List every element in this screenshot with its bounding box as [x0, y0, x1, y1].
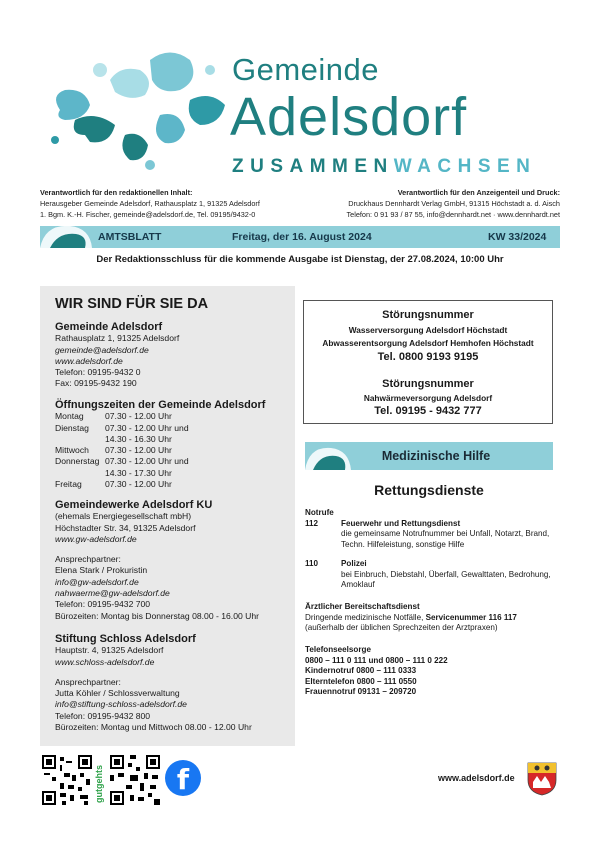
gemeinde-email-link[interactable]: gemeinde@adelsdorf.de	[55, 344, 149, 355]
deadline-notice: Der Redaktionsschluss für die kommende Ausgabe ist Dienstag, der 27.08.2024, 10:00 Uhr	[96, 254, 504, 265]
editorial-line: 1. Bgm. K.-H. Fischer, gemeinde@adelsdorf.de, Tel. 09195/9432-0	[40, 210, 256, 219]
coat-of-arms-icon	[527, 762, 557, 796]
website-link[interactable]: www.adelsdorf.de	[438, 773, 515, 783]
hours-row	[55, 456, 189, 467]
qr-code-icon[interactable]	[42, 755, 92, 805]
gemeinde-heading: Gemeinde Adelsdorf	[55, 321, 163, 333]
stiftung-web-link[interactable]: www.schloss-adelsdorf.de	[55, 656, 155, 667]
hours-time: 07.30 - 12.00 Uhr	[105, 445, 172, 456]
stiftung-contact-name: Jutta Köhler / Schlossverwaltung	[55, 688, 180, 699]
stoerung-phone: Tel. 0800 9193 9195	[377, 351, 479, 363]
telefonseelsorge-heading: Telefonseelsorge	[305, 645, 371, 654]
stiftung-email-link[interactable]: info@stiftung-schloss-adelsdorf.de	[55, 699, 187, 710]
medical-help-title: Medizinische Hilfe	[381, 449, 491, 463]
editorial-heading: Verantwortlich für den redaktionellen Inhalt:	[40, 188, 193, 197]
gemeinde-web-link[interactable]: www.adelsdorf.de	[55, 355, 123, 366]
gemeindewerke-heading: Gemeindewerke Adelsdorf KU	[55, 499, 213, 511]
hours-row	[55, 479, 189, 490]
qr-code-icon[interactable]	[110, 755, 160, 805]
gemeinde-block	[55, 322, 290, 390]
gemeindewerke-sub: (ehemals Energiegesellschaft mbH)	[55, 511, 192, 522]
gemeinde-address: Rathausplatz 1, 91325 Adelsdorf	[55, 333, 180, 344]
elterntelefon-line: Elterntelefon 0800 – 111 0550	[305, 676, 417, 686]
gemeinde-phone: Telefon: 09195-9432 0	[55, 367, 141, 378]
gemeindewerke-web-link[interactable]: www.gw-adelsdorf.de	[55, 533, 137, 544]
stiftung-hours: Bürozeiten: Montag und Mittwoch 08.00 - 12.00 Uhr	[55, 722, 252, 733]
on-call-line	[305, 613, 560, 624]
hours-day: Mittwoch	[55, 445, 89, 456]
on-call-text: Dringende medizinische Notfälle,	[305, 612, 426, 622]
issue-number: KW 33/2024	[488, 231, 547, 243]
stoerung-heading: Störungsnummer	[382, 378, 474, 390]
stiftung-phone: Telefon: 09195-9432 800	[55, 710, 151, 721]
print-heading: Verantwortlich für den Anzeigenteil und Druck:	[397, 188, 560, 197]
editorial-line: Herausgeber Gemeinde Adelsdorf, Rathausplatz 1, 91325 Adelsdorf	[40, 199, 260, 208]
issue-date: Freitag, der 16. August 2024	[232, 231, 372, 243]
nahwaerme-email-link[interactable]: nahwaerme@gw-adelsdorf.de	[55, 588, 170, 599]
on-call-service-number: Servicenummer 116 117	[425, 612, 517, 622]
hours-time: 07.30 - 12.00 Uhr	[105, 479, 172, 490]
hours-time: 14.30 - 17.30 Uhr	[105, 467, 172, 478]
gemeinde-fax: Fax: 09195-9432 190	[55, 378, 137, 389]
tagline-part-2: WACHSEN	[393, 156, 537, 177]
gemeindewerke-phone: Telefon: 09195-9432 700	[55, 599, 151, 610]
hours-day: Montag	[55, 411, 84, 422]
gemeindewerke-email-link[interactable]: info@gw-adelsdorf.de	[55, 576, 139, 587]
notrufe-block	[305, 508, 560, 591]
stiftung-heading: Stiftung Schloss Adelsdorf	[55, 633, 196, 645]
telefonseelsorge-block	[305, 645, 560, 698]
brand-main: Adelsdorf	[230, 87, 468, 147]
stoerung-water: Wasserversorgung Adelsdorf Höchstadt	[348, 325, 508, 335]
on-call-heading: Ärztlicher Bereitschaftsdienst	[305, 602, 420, 611]
stiftung-address: Hauptstr. 4, 91325 Adelsdorf	[55, 645, 164, 656]
hours-row	[55, 468, 189, 479]
hours-row	[55, 434, 189, 445]
hours-row	[55, 411, 189, 422]
stoerung-sewage: Abwasserentsorgung Adelsdorf Hemhofen Höchstadt	[322, 338, 534, 348]
hours-time: 14.30 - 16.30 Uhr	[105, 433, 172, 444]
hours-row	[55, 445, 189, 456]
print-responsibility	[300, 187, 560, 220]
hours-day	[55, 434, 105, 445]
stiftung-block	[55, 634, 290, 733]
hours-day	[55, 468, 105, 479]
emergency-title: Polizei	[341, 559, 367, 568]
hours-time: 07.30 - 12.00 Uhr und	[105, 456, 189, 467]
hours-time: 07.30 - 12.00 Uhr und	[105, 422, 189, 433]
hours-time: 07.30 - 12.00 Uhr	[105, 411, 172, 422]
telefonseelsorge-line: 0800 – 111 0 111 und 0800 – 111 0 222	[305, 655, 448, 665]
gemeindewerke-hours: Bürozeiten: Montag bis Donnerstag 08.00 - 16.00 Uhr	[55, 610, 259, 621]
emergency-number: 112	[305, 518, 319, 528]
gemeindewerke-block	[55, 500, 290, 622]
amtsblatt-label: AMTSBLATT	[98, 231, 162, 243]
emergency-text: bei Einbruch, Diebstahl, Überfall, Gewalttaten, Bedrohung, Amoklauf	[341, 569, 551, 589]
gutgehts-logo: gutgehts	[94, 765, 104, 803]
emergency-text: die gemeinsame Notrufnummer bei Unfall, Notarzt, Brand, Techn. Hilfeleistung, sonstige Hilfe	[341, 529, 550, 549]
tagline-part-1: ZUSAMMEN	[232, 156, 394, 177]
frauennotruf-line: Frauennotruf 09131 – 209720	[305, 687, 417, 696]
brand-top: Gemeinde	[232, 52, 380, 87]
opening-hours-heading: Öffnungszeiten der Gemeinde Adelsdorf	[55, 399, 266, 411]
gemeindewerke-address: Höchstadter Str. 34, 91325 Adelsdorf	[55, 522, 196, 533]
brand-tagline	[232, 156, 536, 178]
editorial-responsibility	[40, 187, 310, 220]
stiftung-contact-label: Ansprechpartner:	[55, 676, 121, 687]
emergency-number: 110	[305, 559, 319, 568]
hours-day: Donnerstag	[55, 456, 100, 467]
print-line: Telefon: 0 91 93 / 87 55, info@dennhardt.net · www.dennhardt.net	[346, 210, 560, 219]
gemeindewerke-contact-name: Elena Stark / Prokuristin	[55, 565, 148, 576]
stoerung-heating: Nahwärmeversorgung Adelsdorf	[363, 393, 493, 403]
hours-day: Freitag	[55, 479, 82, 490]
opening-hours-block	[55, 400, 290, 490]
rescue-services-title: Rettungsdienste	[374, 482, 484, 498]
hours-day: Dienstag	[55, 422, 89, 433]
gemeindewerke-contact-label: Ansprechpartner:	[55, 554, 121, 565]
notrufe-label: Notrufe	[305, 508, 334, 517]
print-line: Druckhaus Dennhardt Verlag GmbH, 91315 Höchstadt a. d. Aisch	[348, 199, 560, 208]
stoerung-heading: Störungsnummer	[382, 309, 474, 321]
contact-panel-title: WIR SIND FÜR SIE DA	[55, 296, 209, 312]
stoerung-phone: Tel. 09195 - 9432 777	[374, 405, 482, 417]
emergency-title: Feuerwehr und Rettungsdienst	[341, 518, 461, 528]
opening-hours-table	[55, 411, 189, 490]
on-call-block	[305, 602, 560, 634]
kindernotruf-line: Kindernotruf 0800 – 111 0333	[305, 666, 417, 675]
hours-row	[55, 423, 189, 434]
facebook-icon[interactable]: f	[165, 760, 201, 796]
on-call-note: (außerhalb der üblichen Sprechzeiten der Arztpraxen)	[305, 623, 498, 632]
emergency-112	[305, 519, 560, 551]
logo-drops-icon	[40, 40, 230, 180]
emergency-110	[305, 559, 560, 591]
